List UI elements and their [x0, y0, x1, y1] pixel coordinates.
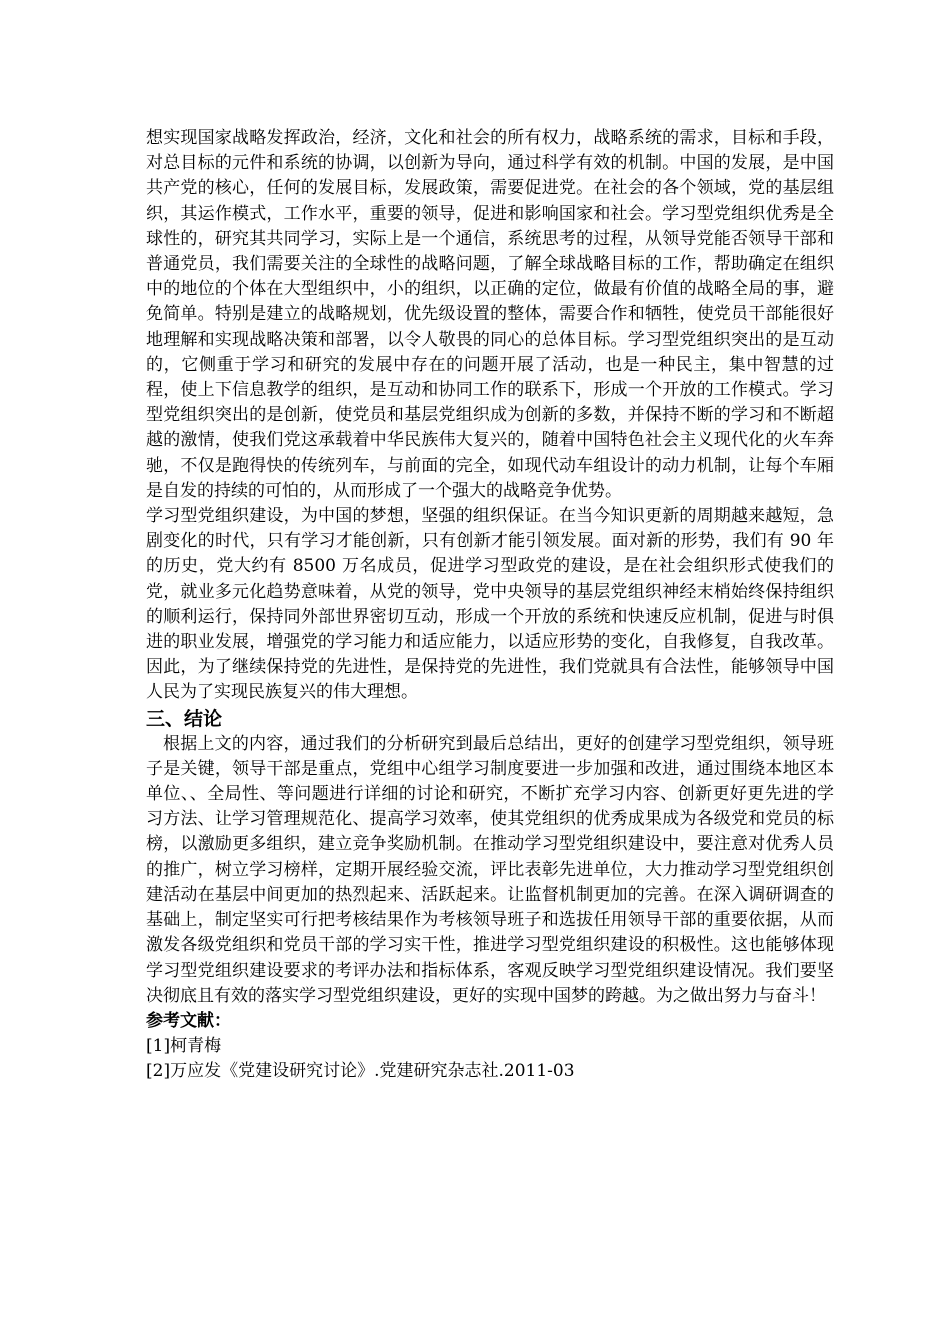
body-paragraph-1: 想实现国家战略发挥政治，经济，文化和社会的所有权力，战略系统的需求，目标和手段，对总目标的元件和系统的协调，以创新为导向，通过科学有效的机制。中国的发展，是中国共产党的核心，任何的发展目标，发展政策，需要促进党。在社会的各个领域，党的基层组织，其运作模式，工作水平，重要的领导，促进和影响国家和社会。学习型党组织优秀是全球性的，研究其共同学习，实际上是一个通信，系统思考的过程，从领导党能否领导干部和普通党员，我们需要关注的全球性的战略问题，了解全球战略目标的工作，帮助确定在组织中的地位的个体在大型组织中，小的组织，以正确的定位，做最有价值的战略全局的事，避免简单。特别是建立的战略规划，优先级设置的整体，需要合作和牺牲，使党员干部能很好地理解和实现战略决策和部署，以令人敬畏的同心的总体目标。学习型党组织突出的是互动的，它侧重于学习和研究的发展中存在的问题开展了活动，也是一种民主，集中智慧的过程，使上下信息教学的组织，是互动和协同工作的联系下，形成一个开放的工作模式。学习型党组织突出的是创新，使党员和基层党组织成为创新的多数，并保持不断的学习和不断超越的激情，使我们党这承载着中华民族伟大复兴的，随着中国特色社会主义现代化的火车奔驰，不仅是跑得快的传统列车，与前面的完全，如现代动车组设计的动力机制，让每个车厢是自发的持续的可怕的，从而形成了一个强大的战略竞争优势。	[146, 128, 834, 501]
reference-item-1: [1]柯青梅	[146, 1036, 222, 1057]
conclusion-heading: 三、结论	[146, 707, 223, 730]
body-paragraph-2: 学习型党组织建设，为中国的梦想，坚强的组织保证。在当今知识更新的周期越来越短，急剧变化的时代，只有学习才能创新，只有创新才能引领发展。面对新的形势，我们有 90 年的历史，党大约有 8500 万名成员，促进学习型政党的建设，是在社会组织形式使我们的党，就业多元化趋势意味着，从党的领导，党中央领导的基层党组织神经末梢始终保持组织的顺利运行，保持同外部世界密切互动，形成一个开放的系统和快速反应机制，促进与时俱进的职业发展，增强党的学习能力和适应能力，以适应形势的变化，自我修复，自我改革。因此，为了继续保持党的先进性，是保持党的先进性，我们党就具有合法性，能够领导中国人民为了实现民族复兴的伟大理想。	[146, 506, 834, 703]
reference-item-2: [2]万应发《党建设研究讨论》.党建研究杂志社.2011-03	[146, 1061, 575, 1082]
document-page	[146, 126, 834, 1085]
references-title: 参考文献：	[146, 1010, 231, 1031]
conclusion-paragraph: 根据上文的内容，通过我们的分析研究到最后总结出，更好的创建学习型党组织，领导班子是关键，领导干部是重点，党组中心组学习制度要进一步加强和改进，通过围绕本地区本单位、、全局性、等问题进行详细的讨论和研究，不断扩充学习内容、创新更好更先进的学习方法、让学习管理规范化、提高学习效率，使其党组织的优秀成果成为各级党和党员的标榜，以激励更多组织，建立竞争奖励机制。在推动学习型党组织建设中，要注意对优秀人员的推广，树立学习榜样，定期开展经验交流，评比表彰先进单位，大力推动学习型党组织创建活动在基层中间更加的热烈起来、活跃起来。让监督机制更加的完善。在深入调研调查的基础上，制定坚实可行把考核结果作为考核领导班子和选拔任用领导干部的重要依据，从而激发各级党组织和党员干部的学习实干性，推进学习型党组织建设的积极性。这也能够体现学习型党组织建设要求的考评办法和指标体系，客观反映学习型党组织建设情况。我们要坚决彻底且有效的落实学习型党组织建设，更好的实现中国梦的跨越。为之做出努力与奋斗！	[146, 733, 834, 1006]
